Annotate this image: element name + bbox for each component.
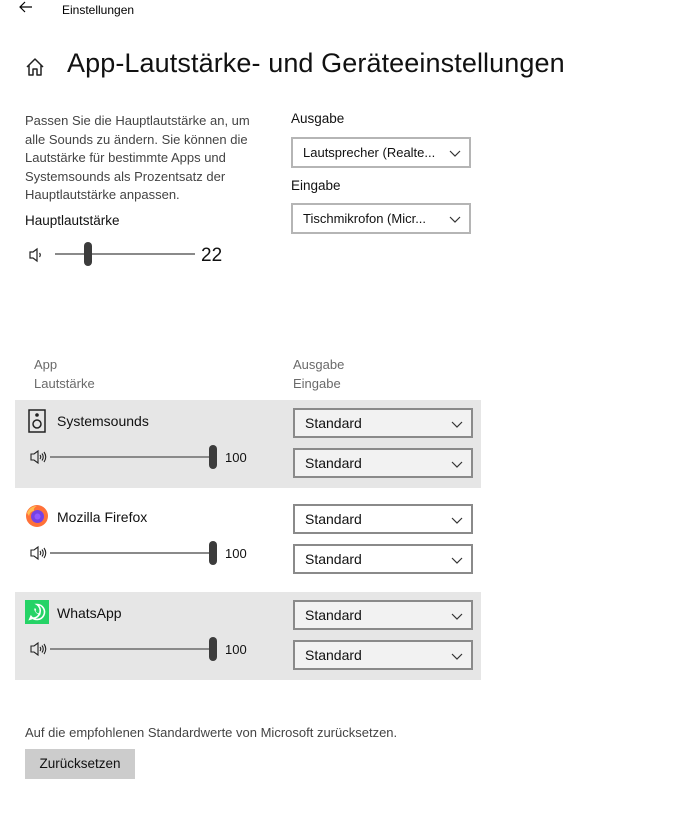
chevron-down-icon bbox=[451, 418, 463, 430]
chevron-down-icon bbox=[451, 514, 463, 526]
app-name: WhatsApp bbox=[57, 605, 122, 621]
chevron-down-icon bbox=[449, 213, 461, 225]
speaker-low-icon bbox=[28, 247, 46, 263]
reset-button[interactable]: Zurücksetzen bbox=[25, 749, 135, 779]
app-volume-slider[interactable] bbox=[50, 540, 217, 566]
column-header-devices: Ausgabe Eingabe bbox=[293, 357, 345, 391]
chevron-down-icon bbox=[451, 554, 463, 566]
speaker-device-icon bbox=[28, 409, 46, 433]
input-label: Eingabe bbox=[291, 178, 341, 193]
column-header-app: App Lautstärke bbox=[34, 357, 95, 391]
app-input-dropdown[interactable]: Standard bbox=[293, 448, 473, 478]
app-volume-value: 100 bbox=[225, 450, 247, 465]
chevron-down-icon bbox=[451, 650, 463, 662]
master-volume-slider[interactable] bbox=[55, 241, 195, 267]
app-name: Systemsounds bbox=[57, 413, 149, 429]
app-volume-slider[interactable] bbox=[50, 444, 217, 470]
home-icon bbox=[24, 56, 46, 78]
app-input-dropdown[interactable]: Standard bbox=[293, 544, 473, 574]
master-description: Passen Sie die Hauptlautstärke an, um alle Sounds zu ändern. Sie können die Lautstärke für bestimmte Apps und Systemsounds als Prozentsatz der Hauptlautstärke anpassen. bbox=[25, 113, 250, 203]
app-volume-thumb[interactable] bbox=[209, 637, 217, 661]
app-volume-thumb[interactable] bbox=[209, 541, 217, 565]
app-output-dropdown[interactable]: Standard bbox=[293, 408, 473, 438]
master-volume-label: Hauptlautstärke bbox=[25, 213, 120, 228]
output-device-value: Lautsprecher (Realte... bbox=[303, 145, 436, 160]
app-volume-slider[interactable] bbox=[50, 636, 217, 662]
app-volume-thumb[interactable] bbox=[209, 445, 217, 469]
app-volume-value: 100 bbox=[225, 642, 247, 657]
input-device-dropdown[interactable] bbox=[291, 203, 471, 234]
master-volume-value: 22 bbox=[201, 245, 223, 266]
master-volume-thumb[interactable] bbox=[84, 242, 92, 266]
app-output-dropdown[interactable]: Standard bbox=[293, 504, 473, 534]
chevron-down-icon bbox=[451, 610, 463, 622]
speaker-full-icon bbox=[30, 449, 48, 465]
output-device-dropdown[interactable] bbox=[291, 137, 471, 168]
page-title: App-Lautstärke- und Geräteeinstellungen bbox=[67, 48, 565, 78]
output-label: Ausgabe bbox=[291, 111, 345, 126]
chevron-down-icon bbox=[449, 147, 461, 159]
whatsapp-icon bbox=[25, 600, 49, 624]
speaker-full-icon bbox=[30, 641, 48, 657]
app-output-dropdown[interactable]: Standard bbox=[293, 600, 473, 630]
app-volume-value: 100 bbox=[225, 546, 247, 561]
reset-description: Auf die empfohlenen Standardwerte von Microsoft zurücksetzen. bbox=[25, 725, 398, 740]
back-arrow-icon[interactable] bbox=[14, 0, 38, 20]
app-name: Mozilla Firefox bbox=[57, 509, 148, 525]
firefox-icon bbox=[25, 504, 49, 528]
chevron-down-icon bbox=[451, 458, 463, 470]
app-input-dropdown[interactable]: Standard bbox=[293, 640, 473, 670]
speaker-full-icon bbox=[30, 545, 48, 561]
input-device-value: Tischmikrofon (Micr... bbox=[303, 211, 427, 226]
window-title: Einstellungen bbox=[62, 3, 135, 17]
